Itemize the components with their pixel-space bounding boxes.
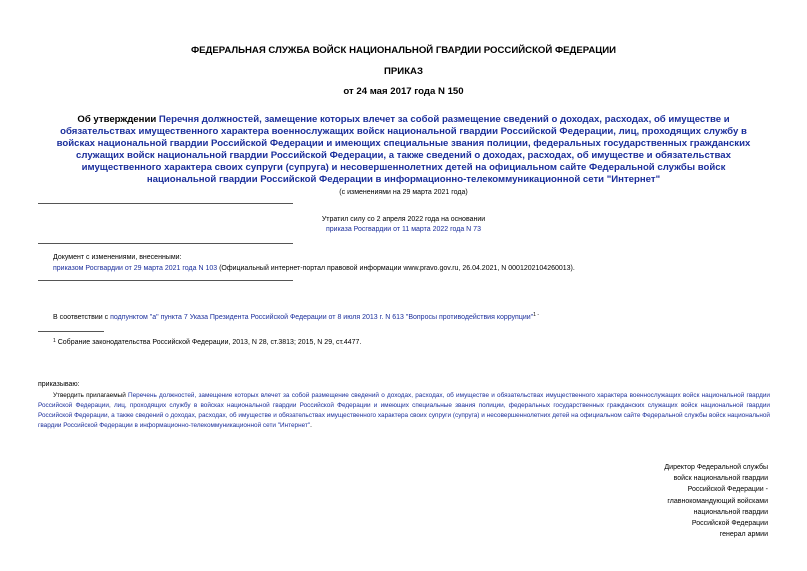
status-block	[280, 215, 527, 235]
preamble-link[interactable]: подпунктом "а" пункта 7 Указа Президента Российской Федерации от 8 июля 2013 г. N 613 "Вопросы противодействия коррупции"	[110, 314, 534, 321]
preamble-prefix: В соответствии с	[53, 314, 111, 321]
changes-line	[53, 264, 575, 274]
signature-line: генерал армии	[719, 531, 768, 539]
amendment-note: (с изменениями на 29 марта 2021 года)	[339, 189, 468, 196]
doc-type: ПРИКАЗ	[384, 66, 423, 77]
agency-title: ФЕДЕРАЛЬНАЯ СЛУЖБА ВОЙСК НАЦИОНАЛЬНОЙ ГВАРДИИ РОССИЙСКОЙ ФЕДЕРАЦИИ	[190, 45, 617, 56]
doc-date-number: от 24 мая 2017 года N 150	[343, 86, 464, 97]
changes-link[interactable]: приказом Росгвардии от 29 марта 2021 года N 103	[53, 265, 218, 272]
signature-line: Российской Федерации	[691, 520, 768, 528]
footnote	[53, 338, 361, 348]
order-suffix: .	[310, 422, 312, 429]
signature-block	[590, 462, 768, 540]
preamble	[53, 313, 539, 323]
changes-label: Документ с изменениями, внесенными:	[53, 254, 182, 261]
divider-1	[38, 203, 293, 204]
title-link[interactable]: Перечня должностей, замещение которых влечет за собой размещение сведений о доходах, расходах, об имуществе и обязательствах имущественного характера военнослужащих войск национальной гвардии Российской Федерации, лиц, проходящих службу в войсках национальной гвардии Российской Федерации и имеющих специальные звания полиции, федеральных государственных гражданских служащих войск национальной гвардии Российской Федерации, а также сведений о доходах, расходах, об имуществе и обязательствах имущественного характера своих супруги (супруга) и несовершеннолетних детей на официальном сайте Федеральной службы войск национальной гвардии Российской Федерации в информационно-телекоммуникационной сети "Интернет"	[56, 114, 751, 185]
preamble-suffix: 1 -	[533, 312, 540, 318]
signature-line: Российской Федерации -	[687, 486, 768, 494]
divider-3	[38, 280, 293, 281]
signature-line: главнокомандующий войсками	[667, 497, 768, 505]
footnote-divider	[38, 331, 104, 332]
status-text: Утратил силу со 2 апреля 2022 года на основании	[321, 216, 486, 223]
title-prefix: Об утверждении	[77, 114, 159, 125]
divider-2	[38, 243, 293, 244]
doc-title	[55, 114, 752, 186]
order-label: приказываю:	[38, 381, 80, 388]
signature-line: Директор Федеральной службы	[664, 464, 768, 471]
changes-rest: (Официальный интернет-портал правовой информации www.pravo.gov.ru, 26.04.2021, N 0001202104260013).	[217, 265, 575, 272]
footnote-marker: 1	[53, 338, 56, 344]
order-text	[38, 391, 770, 431]
footnote-text: Собрание законодательства Российской Федерации, 2013, N 28, ст.3813; 2015, N 29, ст.4477.	[57, 339, 362, 346]
order-link[interactable]: Перечень должностей, замещение которых влечет за собой размещение сведений о доходах, расходах, об имуществе и обязательствах имущественного характера военнослужащих войск национальной гвардии Российской Федерации, лиц, проходящих службу в войсках национальной гвардии Российской Федерации и имеющих специальные звания полиции, федеральных государственных гражданских служащих войск национальной гвардии Российской Федерации, а также сведений о доходах, расходах, об имуществе и обязательствах имущественного характера своих супруги (супруга) и несовершеннолетних детей на официальном сайте Федеральной службы войск национальной гвардии Российской Федерации в информационно-телекоммуникационной сети "Интернет"	[38, 392, 770, 429]
status-link[interactable]: приказа Росгвардии от 11 марта 2022 года N 73	[326, 226, 481, 233]
signature-line: национальной гвардии	[693, 508, 768, 516]
order-prefix: Утвердить прилагаемый	[53, 392, 129, 399]
signature-line: войск национальной гвардии	[673, 475, 768, 483]
